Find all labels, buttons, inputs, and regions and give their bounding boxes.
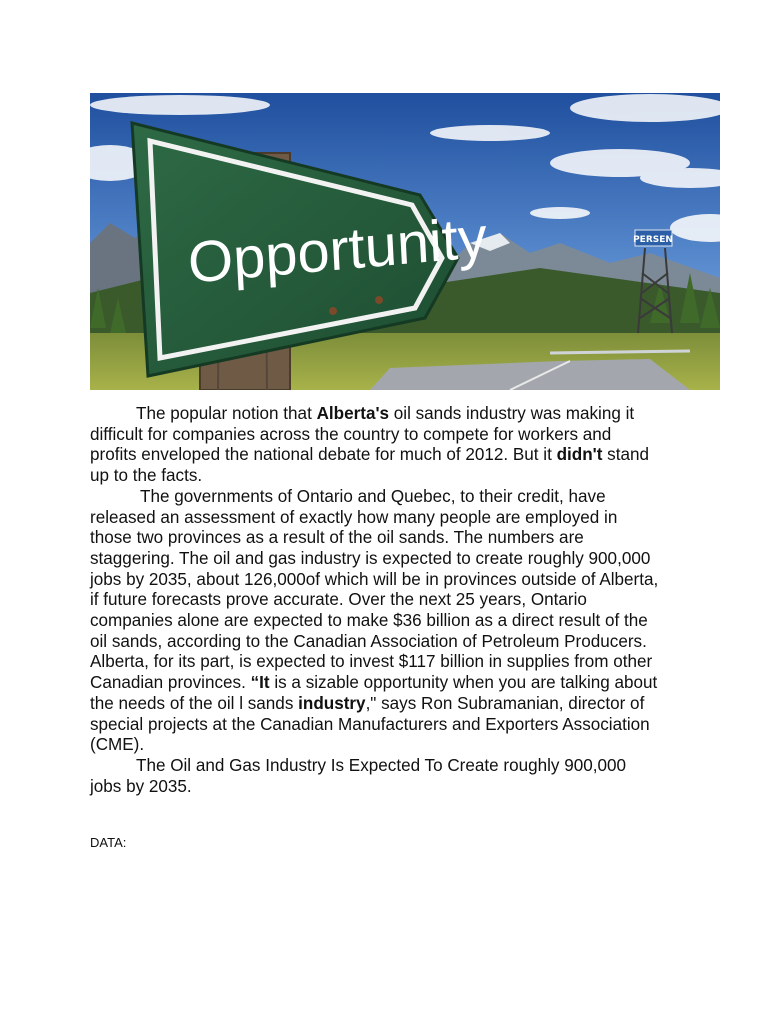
text-line: companies alone are expected to make $36 billion as a direct result of the <box>90 611 648 631</box>
text-line: staggering. The oil and gas industry is expected to create roughly 900,000 <box>90 548 651 568</box>
hero-image <box>90 93 720 390</box>
text-line: Canadian provinces. “It is a sizable opportunity when you are talking about <box>90 673 658 693</box>
text-line: up to the facts. <box>90 466 203 486</box>
text-line: if future forecasts prove accurate. Over the next 25 years, Ontario <box>90 590 587 610</box>
text-line: jobs by 2035. <box>90 776 192 796</box>
text-line: the needs of the oil l sands industry," says Ron Subramanian, director of <box>90 693 645 713</box>
text-line: difficult for companies across the country to compete for workers and <box>90 424 612 444</box>
article-body <box>90 404 690 797</box>
text-line: released an assessment of exactly how many people are employed in <box>90 507 618 527</box>
text-line: special projects at the Canadian Manufacturers and Exporters Association <box>90 714 650 734</box>
text-line: (CME). <box>90 735 145 755</box>
text-line: Alberta, for its part, is expected to invest $117 billion in supplies from other <box>90 652 653 672</box>
sign-text: Opportunity <box>186 204 489 296</box>
text-line: The governments of Ontario and Quebec, to their credit, have <box>140 486 606 506</box>
text-line: profits enveloped the national debate for much of 2012. But it didn't stand <box>90 445 650 465</box>
text-line: oil sands, according to the Canadian Association of Petroleum Producers. <box>90 631 647 651</box>
data-label: DATA: <box>90 835 127 850</box>
text-line: The popular notion that Alberta's oil sands industry was making it <box>136 404 635 423</box>
text-line: those two provinces as a result of the oil sands. The numbers are <box>90 528 584 548</box>
tower-sign-text: PERSEN <box>633 235 673 245</box>
text-line: jobs by 2035, about 126,000of which will be in provinces outside of Alberta, <box>90 569 659 589</box>
text-line: The Oil and Gas Industry Is Expected To Create roughly 900,000 <box>136 755 626 775</box>
